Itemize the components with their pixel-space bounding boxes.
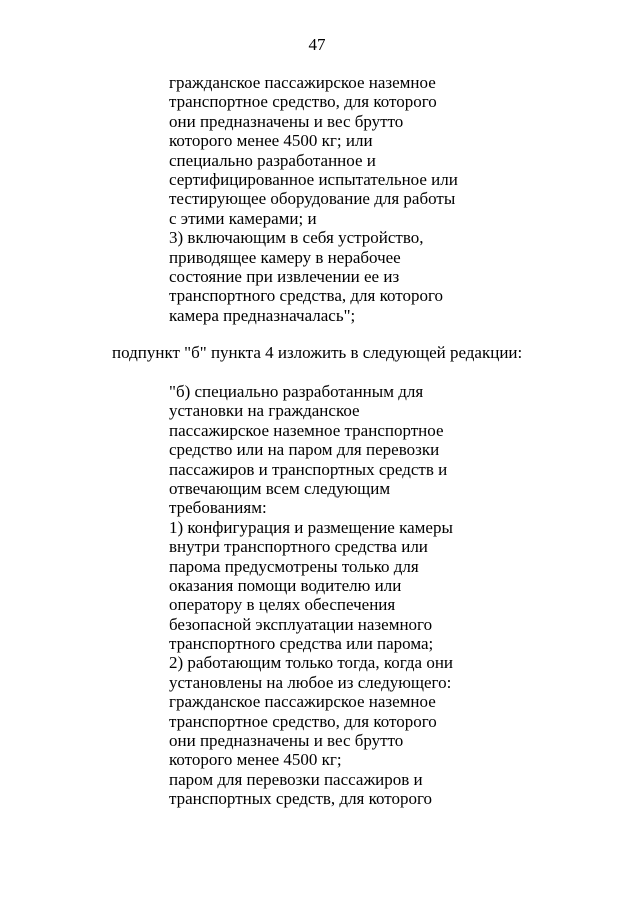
text-line: гражданское пассажирское наземное [169,73,436,92]
text-line: оказания помощи водителю или [169,575,402,595]
text-line: транспортных средств, для которого [169,789,433,809]
text-line: тестирующее оборудование для работы [169,189,456,209]
text-line: которого менее 4500 кг; [169,750,342,770]
text-line: 2) работающим только тогда, когда они [169,653,454,673]
text-line: с этими камерами; и [169,208,317,228]
text-line: они предназначены и вес брутто [169,111,404,131]
text-line: транспортного средства или парома; [169,634,434,654]
text-line: 1) конфигурация и размещение камеры [169,517,453,537]
text-line: паром для перевозки пассажиров и [169,769,423,789]
text-line: отвечающим всем следующим [169,478,391,498]
text-line: требованиям: [169,498,267,518]
text-line: специально разработанное и [169,150,376,170]
text-line: 3) включающим в себя устройство, [169,228,424,248]
text-line: парома предусмотрены только для [169,556,419,576]
text-line: транспортного средства, для которого [169,286,443,306]
text-line: пассажирское наземное транспортное [169,420,444,440]
page-number: 47 [308,35,326,54]
text-block-continued [169,73,458,325]
text-line: пассажиров и транспортных средств и [169,459,448,479]
text-line: безопасной эксплуатации наземного [169,614,433,634]
text-line: транспортное средство, для которого [169,92,437,112]
text-line: "б) специально разработанным для [169,382,424,401]
text-line: которого менее 4500 кг; или [169,131,373,151]
text-line: оператору в целях обеспечения [169,595,396,615]
amendment-instruction: подпункт "б" пункта 4 изложить в следующей редакции: [112,343,523,362]
text-line: они предназначены и вес брутто [169,731,404,751]
text-block-new-subitem [169,382,453,809]
text-line: состояние при извлечении ее из [169,266,400,286]
text-line: установлены на любое из следующего: [169,672,452,692]
text-line: внутри транспортного средства или [169,537,428,557]
text-line: приводящее камеру в нерабочее [169,247,401,267]
text-line: транспортное средство, для которого [169,711,437,731]
text-line: установки на гражданское [169,401,360,421]
text-line: средство или на паром для перевозки [169,440,440,460]
text-line: сертифицированное испытательное или [169,169,458,189]
text-line: камера предназначалась"; [169,305,356,325]
text-line: гражданское пассажирское наземное [169,692,436,712]
